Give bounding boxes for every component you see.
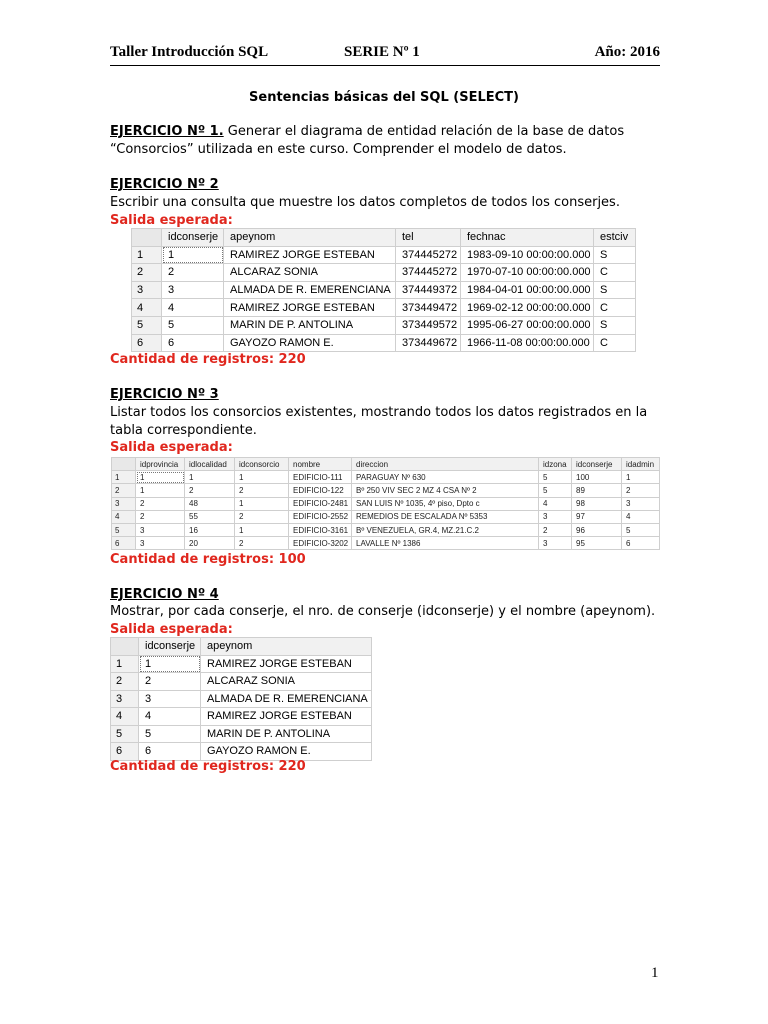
table-cell: 5 xyxy=(622,523,660,536)
table-cell: 374445272 xyxy=(396,264,461,282)
ej1-line1 xyxy=(110,123,624,140)
table-cell: C xyxy=(594,264,636,282)
table-cell: 1966-11-08 00:00:00.000 xyxy=(461,334,594,352)
table-cell: 4 xyxy=(162,299,224,317)
table-cell: 2 xyxy=(539,523,572,536)
table-row xyxy=(132,264,636,282)
table-cell: 1 xyxy=(235,523,289,536)
ej3-col-header: idconsorcio xyxy=(235,458,289,471)
table-cell: 2 xyxy=(235,510,289,523)
row-number: 3 xyxy=(111,690,139,708)
ej4-col-header: apeynom xyxy=(201,638,372,656)
table-row xyxy=(111,725,372,743)
table-row xyxy=(112,523,660,536)
table-cell: EDIFICIO-3161 xyxy=(289,523,352,536)
ej2-col-header: apeynom xyxy=(224,229,396,247)
table-cell: 5 xyxy=(162,316,224,334)
table-cell: ALMADA DE R. EMERENCIANA xyxy=(201,690,372,708)
table-cell: 4 xyxy=(539,497,572,510)
table-cell: 1984-04-01 00:00:00.000 xyxy=(461,281,594,299)
table-cell: ALCARAZ SONIA xyxy=(224,264,396,282)
table-cell: SAN LUIS Nº 1035, 4º piso, Dpto c xyxy=(352,497,539,510)
header-year: Año: 2016 xyxy=(594,44,660,60)
table-cell: 3 xyxy=(136,537,185,550)
table-cell: 20 xyxy=(185,537,235,550)
ej3-result-grid xyxy=(111,457,660,550)
row-number: 2 xyxy=(112,484,136,497)
ej1-text2: “Consorcios” utilizada en este curso. Comprender el modelo de datos. xyxy=(110,142,567,157)
table-cell: C xyxy=(594,299,636,317)
row-number: 6 xyxy=(111,743,139,761)
ej2-text: Escribir una consulta que muestre los datos completos de todos los conserjes. xyxy=(110,195,620,210)
row-number: 3 xyxy=(132,281,162,299)
row-number: 5 xyxy=(111,725,139,743)
ej3-header-row xyxy=(112,458,660,471)
ej1-text1: Generar el diagrama de entidad relación de la base de datos xyxy=(223,124,625,139)
table-cell: GAYOZO RAMON E. xyxy=(224,334,396,352)
table-cell: 3 xyxy=(139,690,201,708)
header-course: Taller Introducción SQL xyxy=(110,44,269,60)
table-cell: 1970-07-10 00:00:00.000 xyxy=(461,264,594,282)
table-cell: S xyxy=(594,246,636,264)
table-cell: MARIN DE P. ANTOLINA xyxy=(201,725,372,743)
ej4-header-row xyxy=(111,638,372,656)
row-number: 1 xyxy=(111,655,139,673)
row-number: 1 xyxy=(112,471,136,484)
table-cell: Bº 250 VIV SEC 2 MZ 4 CSA Nº 2 xyxy=(352,484,539,497)
table-row xyxy=(111,690,372,708)
table-cell: 5 xyxy=(539,484,572,497)
table-row xyxy=(132,316,636,334)
table-cell: 3 xyxy=(539,537,572,550)
table-cell: 373449672 xyxy=(396,334,461,352)
table-cell: 5 xyxy=(539,471,572,484)
ej2-col-header: fechnac xyxy=(461,229,594,247)
table-cell: 95 xyxy=(572,537,622,550)
table-cell: 373449572 xyxy=(396,316,461,334)
table-cell: RAMIREZ JORGE ESTEBAN xyxy=(201,655,372,673)
row-number: 6 xyxy=(112,537,136,550)
table-cell: 1995-06-27 00:00:00.000 xyxy=(461,316,594,334)
table-cell: 97 xyxy=(572,510,622,523)
table-cell: 89 xyxy=(572,484,622,497)
ej2-header-row xyxy=(132,229,636,247)
ej3-label: EJERCICIO Nº 3 xyxy=(110,387,219,402)
row-number: 3 xyxy=(112,497,136,510)
table-cell: EDIFICIO-2552 xyxy=(289,510,352,523)
table-cell: 6 xyxy=(162,334,224,352)
ej2-salida: Salida esperada: xyxy=(110,213,233,228)
table-cell: EDIFICIO-122 xyxy=(289,484,352,497)
table-row xyxy=(111,673,372,691)
table-cell: 16 xyxy=(185,523,235,536)
row-number: 6 xyxy=(132,334,162,352)
table-cell: 2 xyxy=(136,497,185,510)
table-cell: PARAGUAY Nº 630 xyxy=(352,471,539,484)
table-row xyxy=(112,484,660,497)
table-cell: 2 xyxy=(235,537,289,550)
table-cell: 100 xyxy=(572,471,622,484)
table-cell: RAMIREZ JORGE ESTEBAN xyxy=(224,299,396,317)
ej4-text: Mostrar, por cada conserje, el nro. de conserje (idconserje) y el nombre (apeynom). xyxy=(110,604,656,619)
table-cell: 1 xyxy=(235,497,289,510)
table-row xyxy=(112,510,660,523)
table-cell: 48 xyxy=(185,497,235,510)
ej4-cantidad: Cantidad de registros: 220 xyxy=(110,759,306,774)
table-cell: 98 xyxy=(572,497,622,510)
ej3-text1: Listar todos los consorcios existentes, mostrando todos los datos registrados en la xyxy=(110,405,648,420)
ej4-salida: Salida esperada: xyxy=(110,622,233,637)
table-cell: 4 xyxy=(139,708,201,726)
table-row xyxy=(111,655,372,673)
table-cell: 2 xyxy=(622,484,660,497)
table-cell: 2 xyxy=(162,264,224,282)
table-cell: 4 xyxy=(622,510,660,523)
table-cell: 2 xyxy=(139,673,201,691)
table-cell: REMEDIOS DE ESCALADA Nº 5353 xyxy=(352,510,539,523)
row-number: 2 xyxy=(111,673,139,691)
grid-corner xyxy=(132,229,162,247)
table-cell: EDIFICIO-2481 xyxy=(289,497,352,510)
table-row xyxy=(132,281,636,299)
ej3-text2: tabla correspondiente. xyxy=(110,423,257,438)
row-number: 5 xyxy=(132,316,162,334)
table-cell: 3 xyxy=(622,497,660,510)
ej2-col-header: tel xyxy=(396,229,461,247)
table-cell: 374449372 xyxy=(396,281,461,299)
document-title: Sentencias básicas del SQL (SELECT) xyxy=(249,90,519,105)
ej3-col-header: nombre xyxy=(289,458,352,471)
ej2-col-header: idconserje xyxy=(162,229,224,247)
ej3-col-header: idconserje xyxy=(572,458,622,471)
table-cell: EDIFICIO-111 xyxy=(289,471,352,484)
row-number: 4 xyxy=(132,299,162,317)
grid-corner xyxy=(112,458,136,471)
table-cell: MARIN DE P. ANTOLINA xyxy=(224,316,396,334)
row-number: 4 xyxy=(111,708,139,726)
grid-corner xyxy=(111,638,139,656)
ej3-col-header: idzona xyxy=(539,458,572,471)
table-cell: S xyxy=(594,316,636,334)
ej1-label: EJERCICIO Nº 1. xyxy=(110,124,224,139)
ej3-cantidad: Cantidad de registros: 100 xyxy=(110,552,306,567)
table-row xyxy=(132,299,636,317)
table-row xyxy=(112,537,660,550)
row-number: 4 xyxy=(112,510,136,523)
table-cell: 2 xyxy=(185,484,235,497)
table-cell: ALMADA DE R. EMERENCIANA xyxy=(224,281,396,299)
table-cell: 6 xyxy=(622,537,660,550)
table-row xyxy=(132,334,636,352)
ej2-cantidad: Cantidad de registros: 220 xyxy=(110,352,306,367)
table-cell: 55 xyxy=(185,510,235,523)
table-cell: S xyxy=(594,281,636,299)
table-row xyxy=(112,497,660,510)
row-number: 1 xyxy=(132,246,162,264)
row-number: 2 xyxy=(132,264,162,282)
table-cell: 1 xyxy=(235,471,289,484)
table-cell: 3 xyxy=(162,281,224,299)
ej3-col-header: idadmin xyxy=(622,458,660,471)
table-cell: 1969-02-12 00:00:00.000 xyxy=(461,299,594,317)
table-cell: 1 xyxy=(162,246,224,264)
page-number: 1 xyxy=(651,965,659,981)
table-cell: 1983-09-10 00:00:00.000 xyxy=(461,246,594,264)
ej3-col-header: idprovincia xyxy=(136,458,185,471)
table-cell: Bº VENEZUELA, GR.4, MZ.21.C.2 xyxy=(352,523,539,536)
table-cell: 374445272 xyxy=(396,246,461,264)
ej4-col-header: idconserje xyxy=(139,638,201,656)
row-number: 5 xyxy=(112,523,136,536)
table-cell: 1 xyxy=(185,471,235,484)
page-header xyxy=(110,44,660,64)
table-cell: 1 xyxy=(136,471,185,484)
table-cell: EDIFICIO-3202 xyxy=(289,537,352,550)
ej3-col-header: direccion xyxy=(352,458,539,471)
table-cell: RAMIREZ JORGE ESTEBAN xyxy=(224,246,396,264)
table-cell: 1 xyxy=(622,471,660,484)
table-row xyxy=(112,471,660,484)
ej2-result-grid xyxy=(131,228,636,352)
table-cell: 6 xyxy=(139,743,201,761)
table-cell: C xyxy=(594,334,636,352)
table-cell: 3 xyxy=(136,523,185,536)
table-cell: ALCARAZ SONIA xyxy=(201,673,372,691)
table-cell: GAYOZO RAMON E. xyxy=(201,743,372,761)
table-cell: 2 xyxy=(136,510,185,523)
table-cell: 1 xyxy=(139,655,201,673)
ej4-result-grid xyxy=(110,637,372,761)
table-row xyxy=(111,708,372,726)
table-cell: RAMIREZ JORGE ESTEBAN xyxy=(201,708,372,726)
header-rule xyxy=(110,65,660,66)
header-series: SERIE Nº 1 xyxy=(344,44,420,60)
ej3-salida: Salida esperada: xyxy=(110,440,233,455)
ej4-label: EJERCICIO Nº 4 xyxy=(110,587,219,602)
ej3-col-header: idlocalidad xyxy=(185,458,235,471)
table-cell: 5 xyxy=(139,725,201,743)
table-cell: 373449472 xyxy=(396,299,461,317)
table-cell: 3 xyxy=(539,510,572,523)
table-cell: 96 xyxy=(572,523,622,536)
table-row xyxy=(132,246,636,264)
table-cell: LAVALLE Nº 1386 xyxy=(352,537,539,550)
table-cell: 1 xyxy=(136,484,185,497)
table-cell: 2 xyxy=(235,484,289,497)
ej2-label: EJERCICIO Nº 2 xyxy=(110,177,219,192)
ej2-col-header: estciv xyxy=(594,229,636,247)
